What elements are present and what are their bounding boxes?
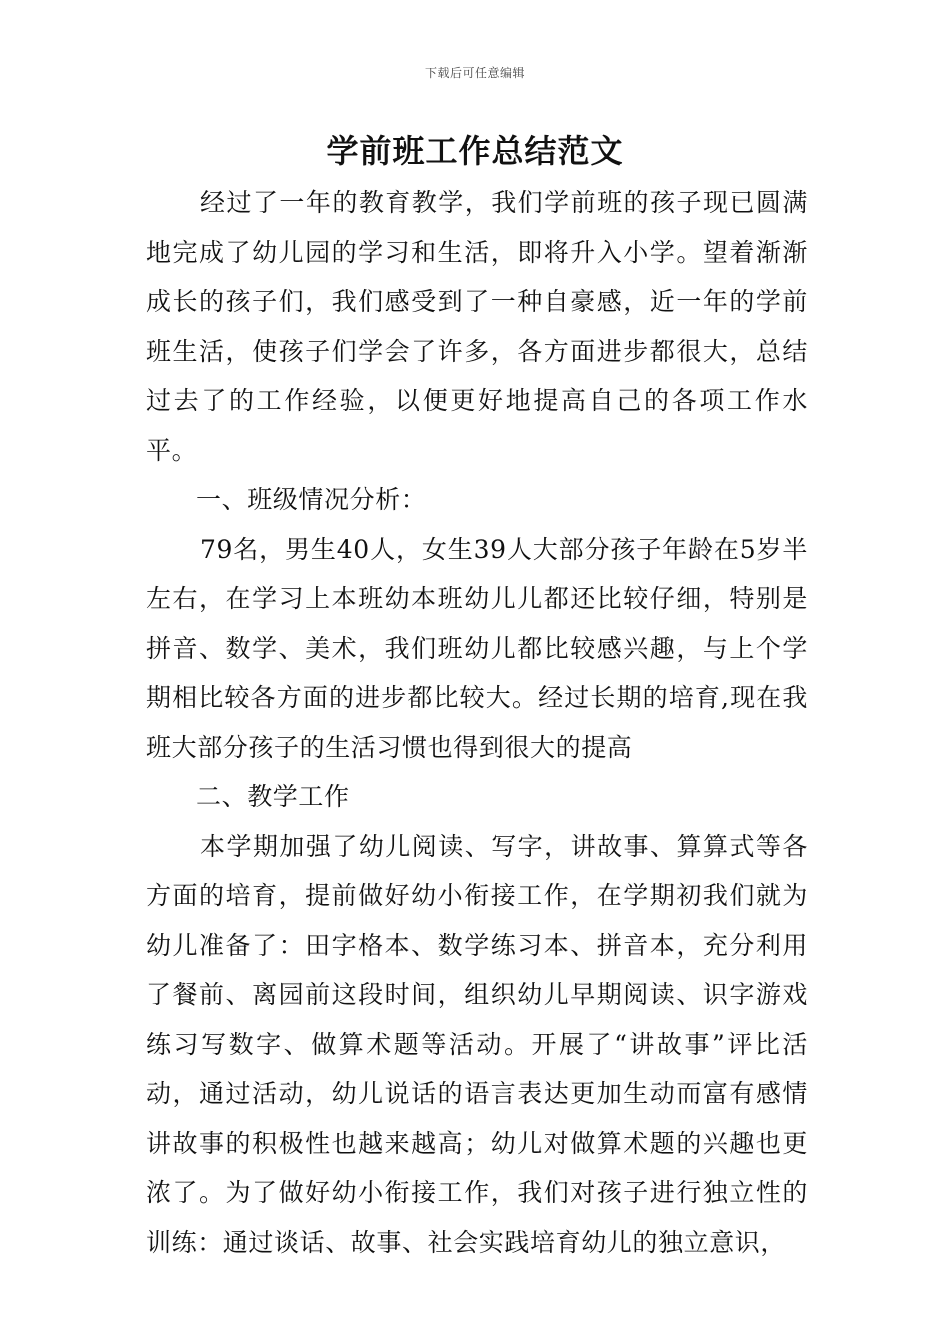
text-line: 动，通过活动，幼儿说话的语言表达更加生动而富有感情 [146,1079,808,1108]
text-line: 79名，男生40人，女生39人大部分孩子年龄在5岁半 [200,534,808,564]
section-heading-teaching-work [146,772,808,822]
heading-text: 一、班级情况分析： [196,485,427,514]
text-line: 地完成了幼儿园的学习和生活，即将升入小学。望着渐渐 [146,237,808,267]
text-line: 讲故事的积极性也越来越高；幼儿对做算术题的兴趣也更 [146,1128,808,1158]
text-line: 训练：通过谈话、故事、社会实践培育幼儿的独立意识， [146,1227,787,1257]
text-line: 本学期加强了幼儿阅读、写字，讲故事、算算式等各 [200,831,808,861]
header-note: 下载后可任意编辑 [424,66,525,80]
text-line: 班大部分孩子的生活习惯也得到很大的提高 [146,732,633,762]
text-line: 练习写数字、做算术题等活动。开展了“讲故事”评比活 [146,1029,808,1059]
text-line: 浓了。为了做好幼小衔接工作，我们对孩子进行独立性的 [146,1178,808,1207]
text-line: 左右，在学习上本班幼本班幼儿儿都还比较仔细，特别是 [146,584,808,613]
paragraph-teaching-work [146,822,808,1268]
document-title: 学前班工作总结范文 [326,132,624,170]
text-line: 方面的培育，提前做好幼小衔接工作，在学期初我们就为 [146,881,808,910]
text-line: 经过了一年的教育教学，我们学前班的孩子现已圆满 [200,188,808,217]
text-line: 拼音、数学、美术，我们班幼儿都比较感兴趣，与上个学 [146,633,808,663]
heading-text: 二、教学工作 [196,782,350,811]
text-line: 成长的孩子们，我们感受到了一种自豪感，近一年的学前 [146,287,808,316]
section-heading-class-analysis [146,475,808,525]
text-line: 幼儿准备了：田字格本、数学练习本、拼音本，充分利用 [146,930,808,960]
text-line: 了餐前、离园前这段时间，组织幼儿早期阅读、识字游戏 [146,980,808,1009]
text-line: 期相比较各方面的进步都比较大。经过长期的培育,现在我 [146,683,808,712]
text-line: 班生活，使孩子们学会了许多，各方面进步都很大，总结 [146,336,808,366]
document-body [146,178,808,1267]
paragraph-intro [146,178,808,475]
text-line: 过去了的工作经验，以便更好地提高自己的各项工作水平。 [146,386,808,465]
paragraph-class-analysis [146,525,808,773]
